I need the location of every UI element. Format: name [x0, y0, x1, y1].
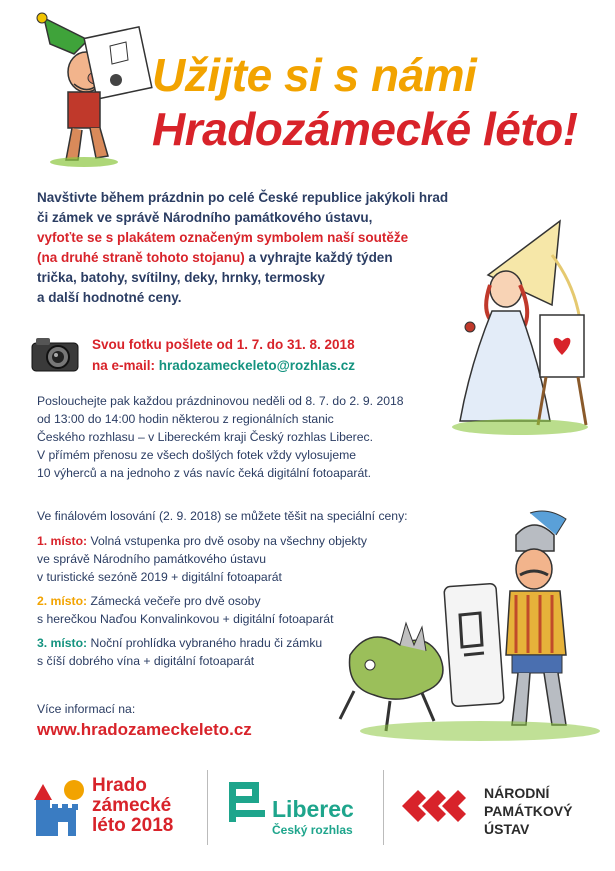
cesky-rozhlas-label: Český rozhlas	[272, 823, 353, 837]
broadcast-line: od 13:00 do 14:00 hodin některou z regionálních stanic	[37, 412, 334, 426]
intro-line-6: a další hodnotné ceny.	[37, 290, 182, 305]
title-line-1: Užijte si s námi	[152, 49, 477, 101]
final-intro: Ve finálovém losování (2. 9. 2018) se můžete těšit na speciální ceny:	[37, 509, 408, 523]
prize-2-place: 2. místo:	[37, 594, 88, 608]
knight-dragon-illustration	[330, 505, 605, 750]
intro-paragraph	[37, 188, 457, 308]
prize-1	[37, 532, 367, 586]
logo3-line2: PAMÁTKOVÝ	[484, 803, 573, 819]
prize-1-line: ve správě Národního památkového ústavu	[37, 552, 266, 566]
npu-logo-icon	[400, 782, 472, 830]
prize-1-line: v turistické sezóně 2019 + digitální fotoaparát	[37, 570, 282, 584]
prize-2-line: Zámecká večeře pro dvě osoby	[90, 594, 261, 608]
footer-divider	[207, 770, 208, 845]
gnome-illustration	[30, 10, 160, 170]
intro-line-2: či zámek ve správě Národního památkového ústavu,	[37, 210, 373, 225]
logo1-line1: Hrado	[92, 775, 147, 796]
prize-2	[37, 592, 333, 628]
intro-line-4	[37, 248, 457, 268]
email-link[interactable]: hradozameckeleto@rozhlas.cz	[158, 358, 356, 373]
prize-1-place: 1. místo:	[37, 534, 88, 548]
prize-3-place: 3. místo:	[37, 636, 88, 650]
liberec-name: Liberec	[272, 796, 354, 822]
intro-line-5: trička, batohy, svítilny, deky, hrnky, termosky	[37, 270, 325, 285]
hradozamecke-logo-text	[92, 776, 173, 836]
email-label: na e-mail:	[92, 358, 159, 373]
broadcast-paragraph	[37, 392, 404, 482]
footer-divider	[383, 770, 384, 845]
prize-3-line: s číší dobrého vína + digitální fotoaparát	[37, 654, 255, 668]
prize-1-line: Volná vstupenka pro dvě osoby na všechny objekty	[90, 534, 367, 548]
intro-line-1: Navštivte během prázdnin po celé České republice jakýkoli hrad	[37, 190, 449, 205]
title-line-2: Hradozámecké léto!	[152, 103, 578, 155]
photo-dates: Svou fotku pošlete od 1. 7. do 31. 8. 2018	[92, 337, 355, 352]
princess-illustration	[440, 215, 600, 445]
photo-info	[92, 334, 355, 376]
logo3-line3: ÚSTAV	[484, 821, 530, 837]
broadcast-line: V přímém přenosu ze všech došlých fotek vždy vylosujeme	[37, 448, 357, 462]
logo1-line2: zámecké	[92, 795, 172, 816]
logo3-line1: NÁRODNÍ	[484, 785, 550, 801]
broadcast-line: Poslouchejte pak každou prázdninovou neděli od 8. 7. do 2. 9. 2018	[37, 394, 404, 408]
npu-logo-text	[484, 784, 572, 838]
intro-line-4-rest: a vyhrajte každý týden	[244, 250, 393, 265]
broadcast-line: 10 výherců a na jednoho z vás navíc čeká digitální fotoaparát.	[37, 466, 372, 480]
prize-3-line: Noční prohlídka vybraného hradu či zámku	[90, 636, 323, 650]
intro-line-3: vyfoťte se s plakátem označeným symbolem naší soutěže	[37, 230, 409, 245]
camera-icon	[30, 335, 80, 373]
more-info-label: Více informací na:	[37, 702, 136, 716]
intro-line-4-highlight: (na druhé straně tohoto stojanu)	[37, 250, 245, 265]
website-link[interactable]: www.hradozameckeleto.cz	[37, 720, 252, 739]
castle-logo-icon	[32, 778, 88, 836]
liberec-logo-icon	[227, 780, 267, 824]
logo1-line3: léto 2018	[92, 815, 174, 836]
prize-3	[37, 634, 322, 670]
broadcast-line: Českého rozhlasu – v Libereckém kraji Český rozhlas Liberec.	[37, 430, 373, 444]
prize-2-line: s herečkou Naďou Konvalinkovou + digitální fotoaparát	[37, 612, 334, 626]
